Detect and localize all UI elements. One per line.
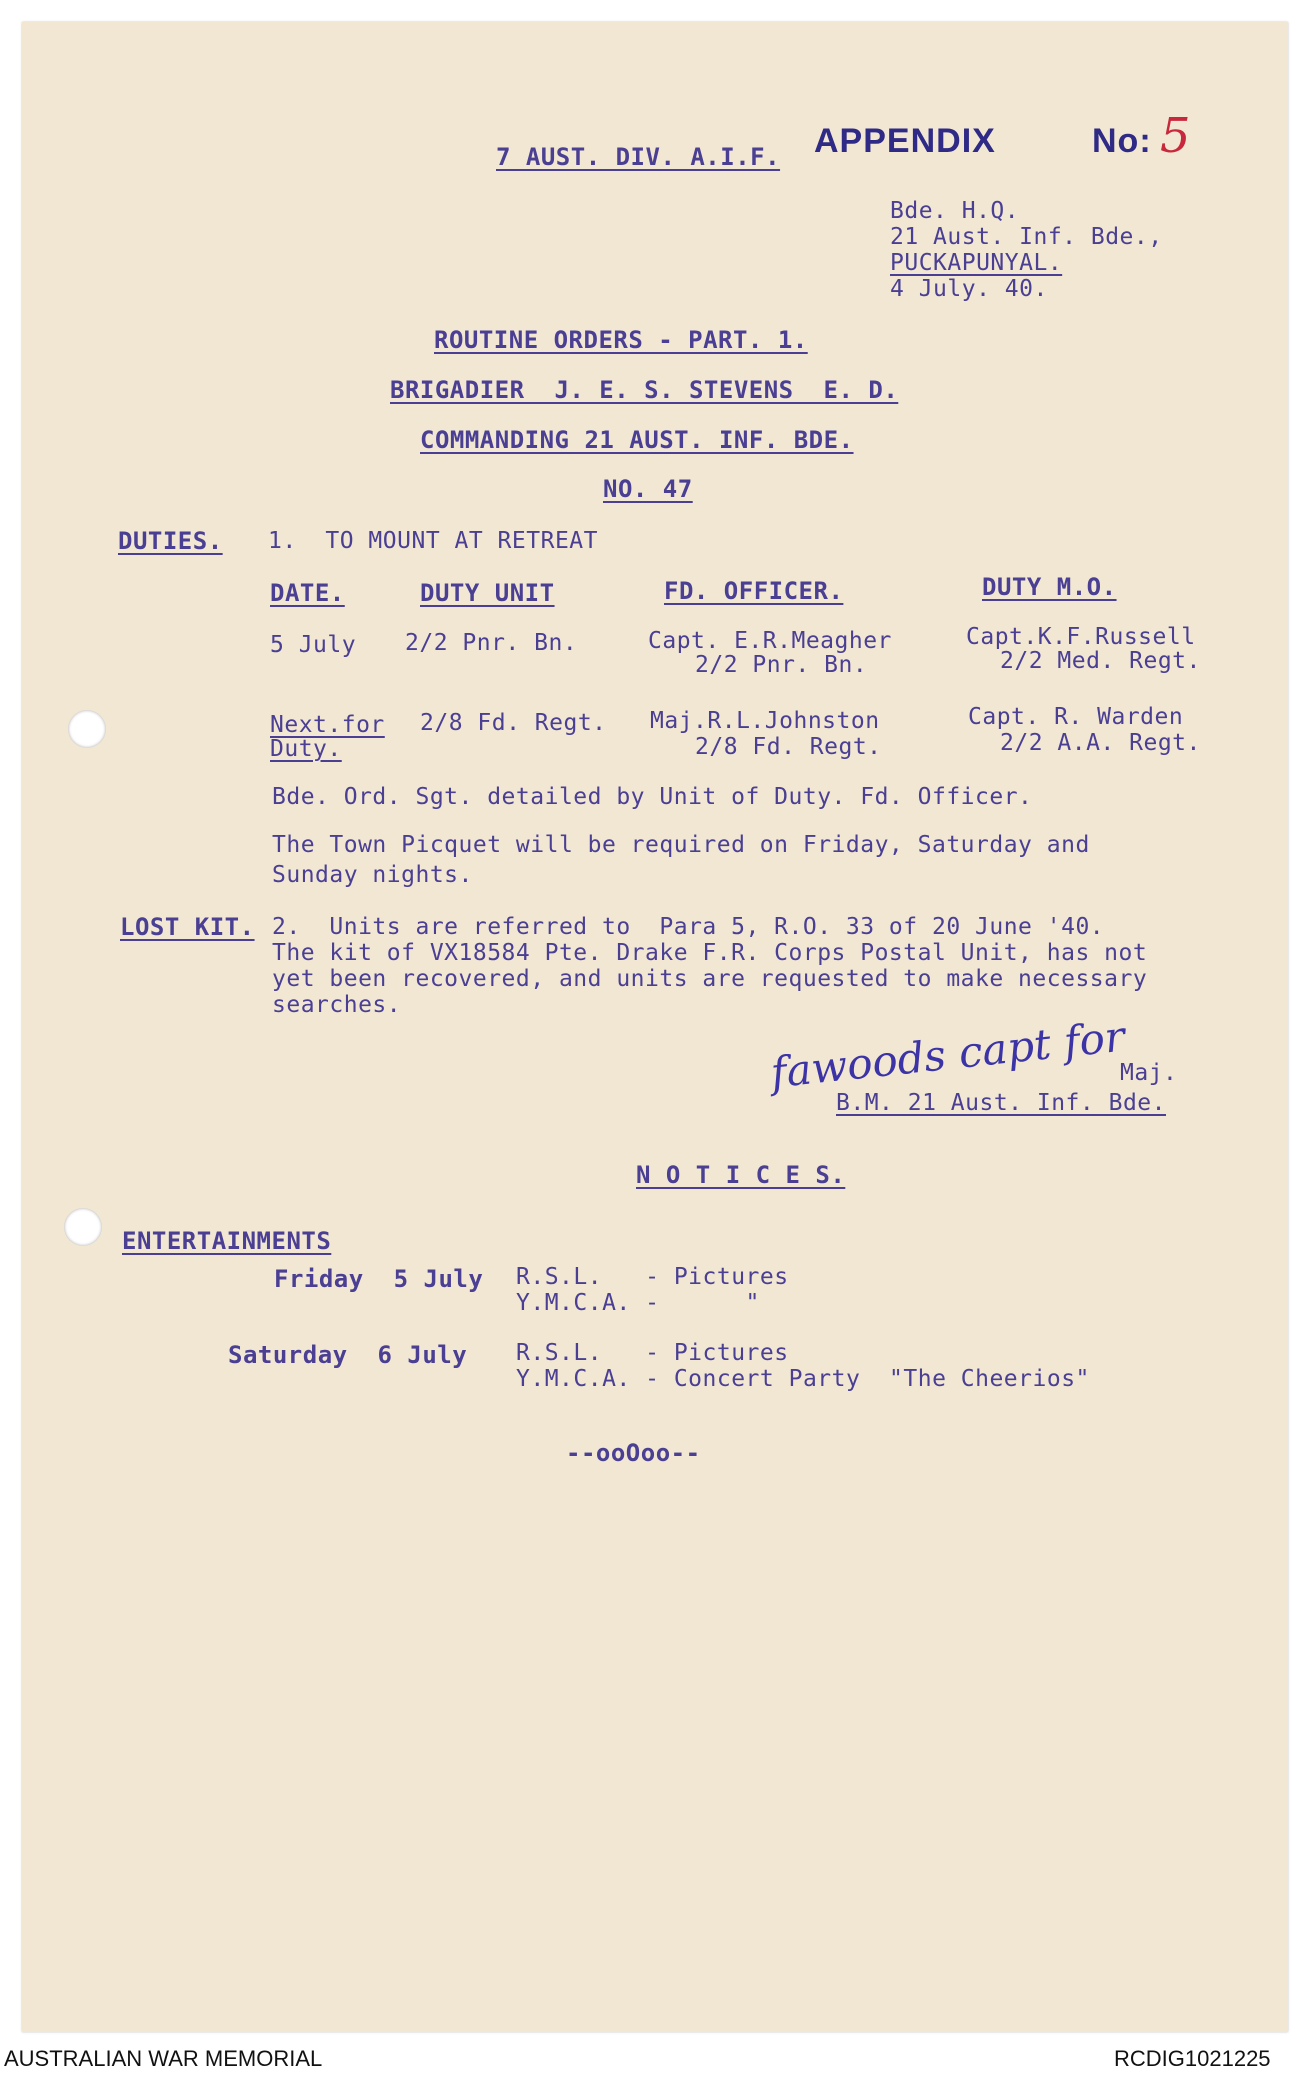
footer-catalogue-id: RCDIG1021225 [1114, 2046, 1271, 2071]
row1-unit: 2/2 Pnr. Bn. [405, 630, 578, 656]
title-order-number: NO. 47 [603, 475, 693, 503]
address-line-1: Bde. H.Q. [890, 198, 1020, 224]
friday-ymca: Y.M.C.A. - " [516, 1290, 760, 1316]
row1-mo: Capt.K.F.Russell [966, 624, 1196, 650]
notices-heading: N O T I C E S. [636, 1161, 846, 1189]
saturday-date: Saturday 6 July [228, 1341, 468, 1369]
lost-kit-line-4: searches. [272, 992, 402, 1018]
signature-title: B.M. 21 Aust. Inf. Bde. [836, 1090, 1166, 1116]
row2-unit: 2/8 Fd. Regt. [420, 710, 607, 736]
header-duty-mo: DUTY M.O. [982, 573, 1117, 601]
row2-officer-unit: 2/8 Fd. Regt. [695, 734, 882, 760]
signature-rank: Maj. [1120, 1060, 1178, 1086]
footer-institution: AUSTRALIAN WAR MEMORIAL [4, 2046, 323, 2071]
friday-rsl: R.S.L. - Pictures [516, 1264, 789, 1290]
saturday-rsl: R.S.L. - Pictures [516, 1340, 789, 1366]
header-duty-unit: DUTY UNIT [420, 579, 555, 607]
lost-kit-line-2: The kit of VX18584 Pte. Drake F.R. Corps Postal Unit, has not [272, 940, 1148, 966]
row1-date: 5 July [270, 632, 357, 658]
address-date: 4 July. 40. [890, 276, 1048, 302]
row1-officer-unit: 2/2 Pnr. Bn. [695, 652, 868, 678]
division-title: 7 AUST. DIV. A.I.F. [496, 143, 781, 171]
section-lost-kit: LOST KIT. [120, 913, 255, 941]
duties-note-ord-sgt: Bde. Ord. Sgt. detailed by Unit of Duty. Fd. Officer. [272, 784, 1033, 810]
row2-mo: Capt. R. Warden [968, 704, 1184, 730]
lost-kit-line-3: yet been recovered, and units are requested to make necessary [272, 966, 1148, 992]
punch-hole-top [68, 710, 106, 748]
handwritten-signature: fawoods capt for [768, 1011, 1128, 1098]
appendix-stamp: APPENDIX [814, 122, 996, 160]
row2-officer: Maj.R.L.Johnston [650, 708, 880, 734]
row2-mo-unit: 2/2 A.A. Regt. [1000, 730, 1201, 756]
title-routine-orders: ROUTINE ORDERS - PART. 1. [434, 326, 808, 354]
saturday-ymca: Y.M.C.A. - Concert Party "The Cheerios" [516, 1366, 1090, 1392]
appendix-number: 5 [1160, 108, 1191, 164]
punch-hole-bottom [64, 1208, 102, 1246]
row1-mo-unit: 2/2 Med. Regt. [1000, 648, 1201, 674]
duties-item-1: 1. TO MOUNT AT RETREAT [268, 528, 598, 554]
row2-duty: Duty. [270, 736, 342, 762]
lost-kit-line-1: 2. Units are referred to Para 5, R.O. 33 of 20 June '40. [272, 914, 1105, 940]
address-line-2: 21 Aust. Inf. Bde., [890, 224, 1163, 250]
appendix-no-label: No: [1092, 122, 1152, 160]
section-duties: DUTIES. [118, 527, 223, 555]
section-entertainments: ENTERTAINMENTS [122, 1227, 332, 1255]
title-commanding: COMMANDING 21 AUST. INF. BDE. [420, 426, 854, 454]
title-brigadier: BRIGADIER J. E. S. STEVENS E. D. [390, 376, 899, 404]
end-mark: --ooOoo-- [566, 1439, 701, 1467]
row2-date: Next.for [270, 712, 385, 738]
row1-officer: Capt. E.R.Meagher [648, 628, 892, 654]
header-fd-officer: FD. OFFICER. [664, 577, 844, 605]
header-date: DATE. [270, 579, 345, 607]
duties-note-picquet-1: The Town Picquet will be required on Friday, Saturday and [272, 832, 1090, 858]
duties-note-picquet-2: Sunday nights. [272, 862, 473, 888]
address-line-3: PUCKAPUNYAL. [890, 250, 1063, 276]
friday-date: Friday 5 July [274, 1265, 484, 1293]
